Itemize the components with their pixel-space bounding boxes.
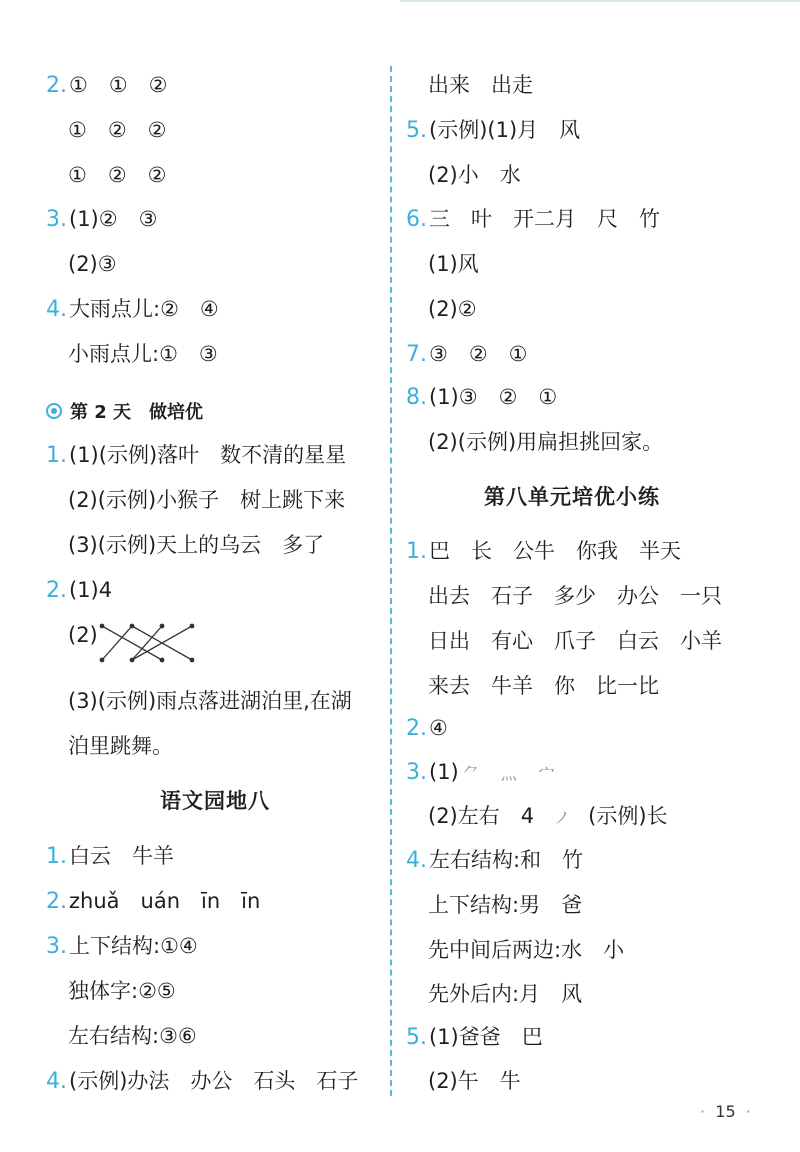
left-q2-row1: 2.① ① ②	[46, 73, 168, 98]
question-number: 8.	[406, 385, 427, 410]
garden-q3-row2: 独体字:②⑤	[68, 979, 176, 1003]
question-number: 4.	[46, 297, 67, 322]
column-divider	[390, 66, 392, 1096]
right-q6-row3: (2)②	[428, 297, 477, 321]
question-number: 4.	[46, 1069, 67, 1094]
left-q3-row2: (2)③	[68, 252, 117, 276]
question-number: 7.	[406, 342, 427, 367]
day2-q2-row4: 泊里跳舞。	[68, 734, 173, 758]
garden-q3-row1: 3.上下结构:①④	[46, 934, 198, 959]
unit-q1-row1: 1.巴 长 公牛 你我 半天	[406, 539, 681, 564]
left-q3-row1: 3.(1)② ③	[46, 207, 158, 232]
right-q8-row1: 8.(1)③ ② ①	[406, 385, 558, 410]
unit-q3-row2: (2)左右 4 ノ (示例)长	[428, 804, 668, 828]
garden-q3-row3: 左右结构:③⑥	[68, 1024, 197, 1048]
day2-q1-row1: 1.(1)(示例)落叶 数不清的星星	[46, 443, 347, 468]
question-number: 5.	[406, 118, 427, 143]
question-number: 2.	[46, 578, 67, 603]
day2-title: 第 2 天 做培优	[46, 396, 203, 426]
question-number: 1.	[406, 539, 427, 564]
right-q7: 7.③ ② ①	[406, 342, 528, 367]
right-q8-row2: (2)(示例)用扁担挑回家。	[428, 430, 664, 454]
section-heading-garden: 语文园地八	[160, 789, 270, 813]
unit-q4-row3: 先中间后两边:水 小	[428, 938, 625, 962]
question-number: 2.	[46, 889, 67, 914]
stroke-mark: ノ	[554, 808, 571, 827]
day2-q2-row2: (2)	[68, 623, 98, 647]
unit-q4-row4: 先外后内:月 风	[428, 982, 583, 1006]
day2-q2-row3: (3)(示例)雨点落进湖泊里,在湖	[68, 689, 352, 713]
unit-q1-row4: 来去 牛羊 你 比一比	[428, 674, 659, 698]
unit-q2: 2.④	[406, 716, 448, 741]
left-q4-row1: 4.大雨点儿:② ④	[46, 297, 219, 322]
question-number: 2.	[406, 716, 427, 741]
question-number: 5.	[406, 1025, 427, 1050]
question-number: 4.	[406, 848, 427, 873]
garden-q4: 4.(示例)办法 办公 石头 石子	[46, 1069, 359, 1094]
question-number: 6.	[406, 207, 427, 232]
unit-q1-row2: 出去 石子 多少 办公 一只	[428, 584, 722, 608]
unit-q5-row2: (2)午 牛	[428, 1069, 521, 1093]
unit-q5-row1: 5.(1)爸爸 巴	[406, 1025, 543, 1050]
question-number: 3.	[46, 207, 67, 232]
unit-q4-row2: 上下结构:男 爸	[428, 893, 583, 917]
day2-q1-row2: (2)(示例)小猴子 树上跳下来	[68, 488, 346, 512]
page-number: · 15 ·	[700, 1102, 751, 1121]
garden-q1: 1.白云 牛羊	[46, 844, 174, 869]
question-number: 3.	[406, 760, 427, 785]
right-q6-row1: 6.三 叶 开二月 尺 竹	[406, 207, 660, 232]
day2-q2-row1: 2.(1)4	[46, 578, 113, 603]
question-number: 2.	[46, 73, 67, 98]
right-q5-row2: (2)小 水	[428, 163, 521, 187]
unit-q1-row3: 日出 有心 爪子 白云 小羊	[428, 629, 722, 653]
day2-q1-row3: (3)(示例)天上的乌云 多了	[68, 533, 325, 557]
question-number: 1.	[46, 844, 67, 869]
radical-mark: 灬	[500, 764, 517, 783]
question-number: 3.	[46, 934, 67, 959]
left-q2-row3: ① ② ②	[68, 163, 167, 187]
right-q5-row1: 5.(示例)(1)月 风	[406, 118, 581, 143]
unit-q4-row1: 4.左右结构:和 竹	[406, 848, 584, 873]
section-heading-unit8: 第八单元培优小练	[484, 485, 660, 509]
left-q2-row2: ① ② ②	[68, 118, 167, 142]
target-icon	[46, 403, 62, 419]
top-rule	[400, 0, 800, 2]
right-q6-row2: (1)风	[428, 252, 479, 276]
question-number: 1.	[46, 443, 67, 468]
garden-q2: 2.zhuǎ uán īn īn	[46, 889, 261, 914]
left-q4-row2: 小雨点儿:① ③	[68, 342, 218, 366]
unit-q3-row1: 3.(1) ⺈ 灬 宀	[406, 760, 555, 785]
radical-mark: 宀	[538, 764, 555, 783]
right-continuation: 出来 出走	[428, 73, 533, 97]
matching-lines-diagram	[96, 616, 196, 666]
radical-mark: ⺈	[462, 764, 479, 783]
